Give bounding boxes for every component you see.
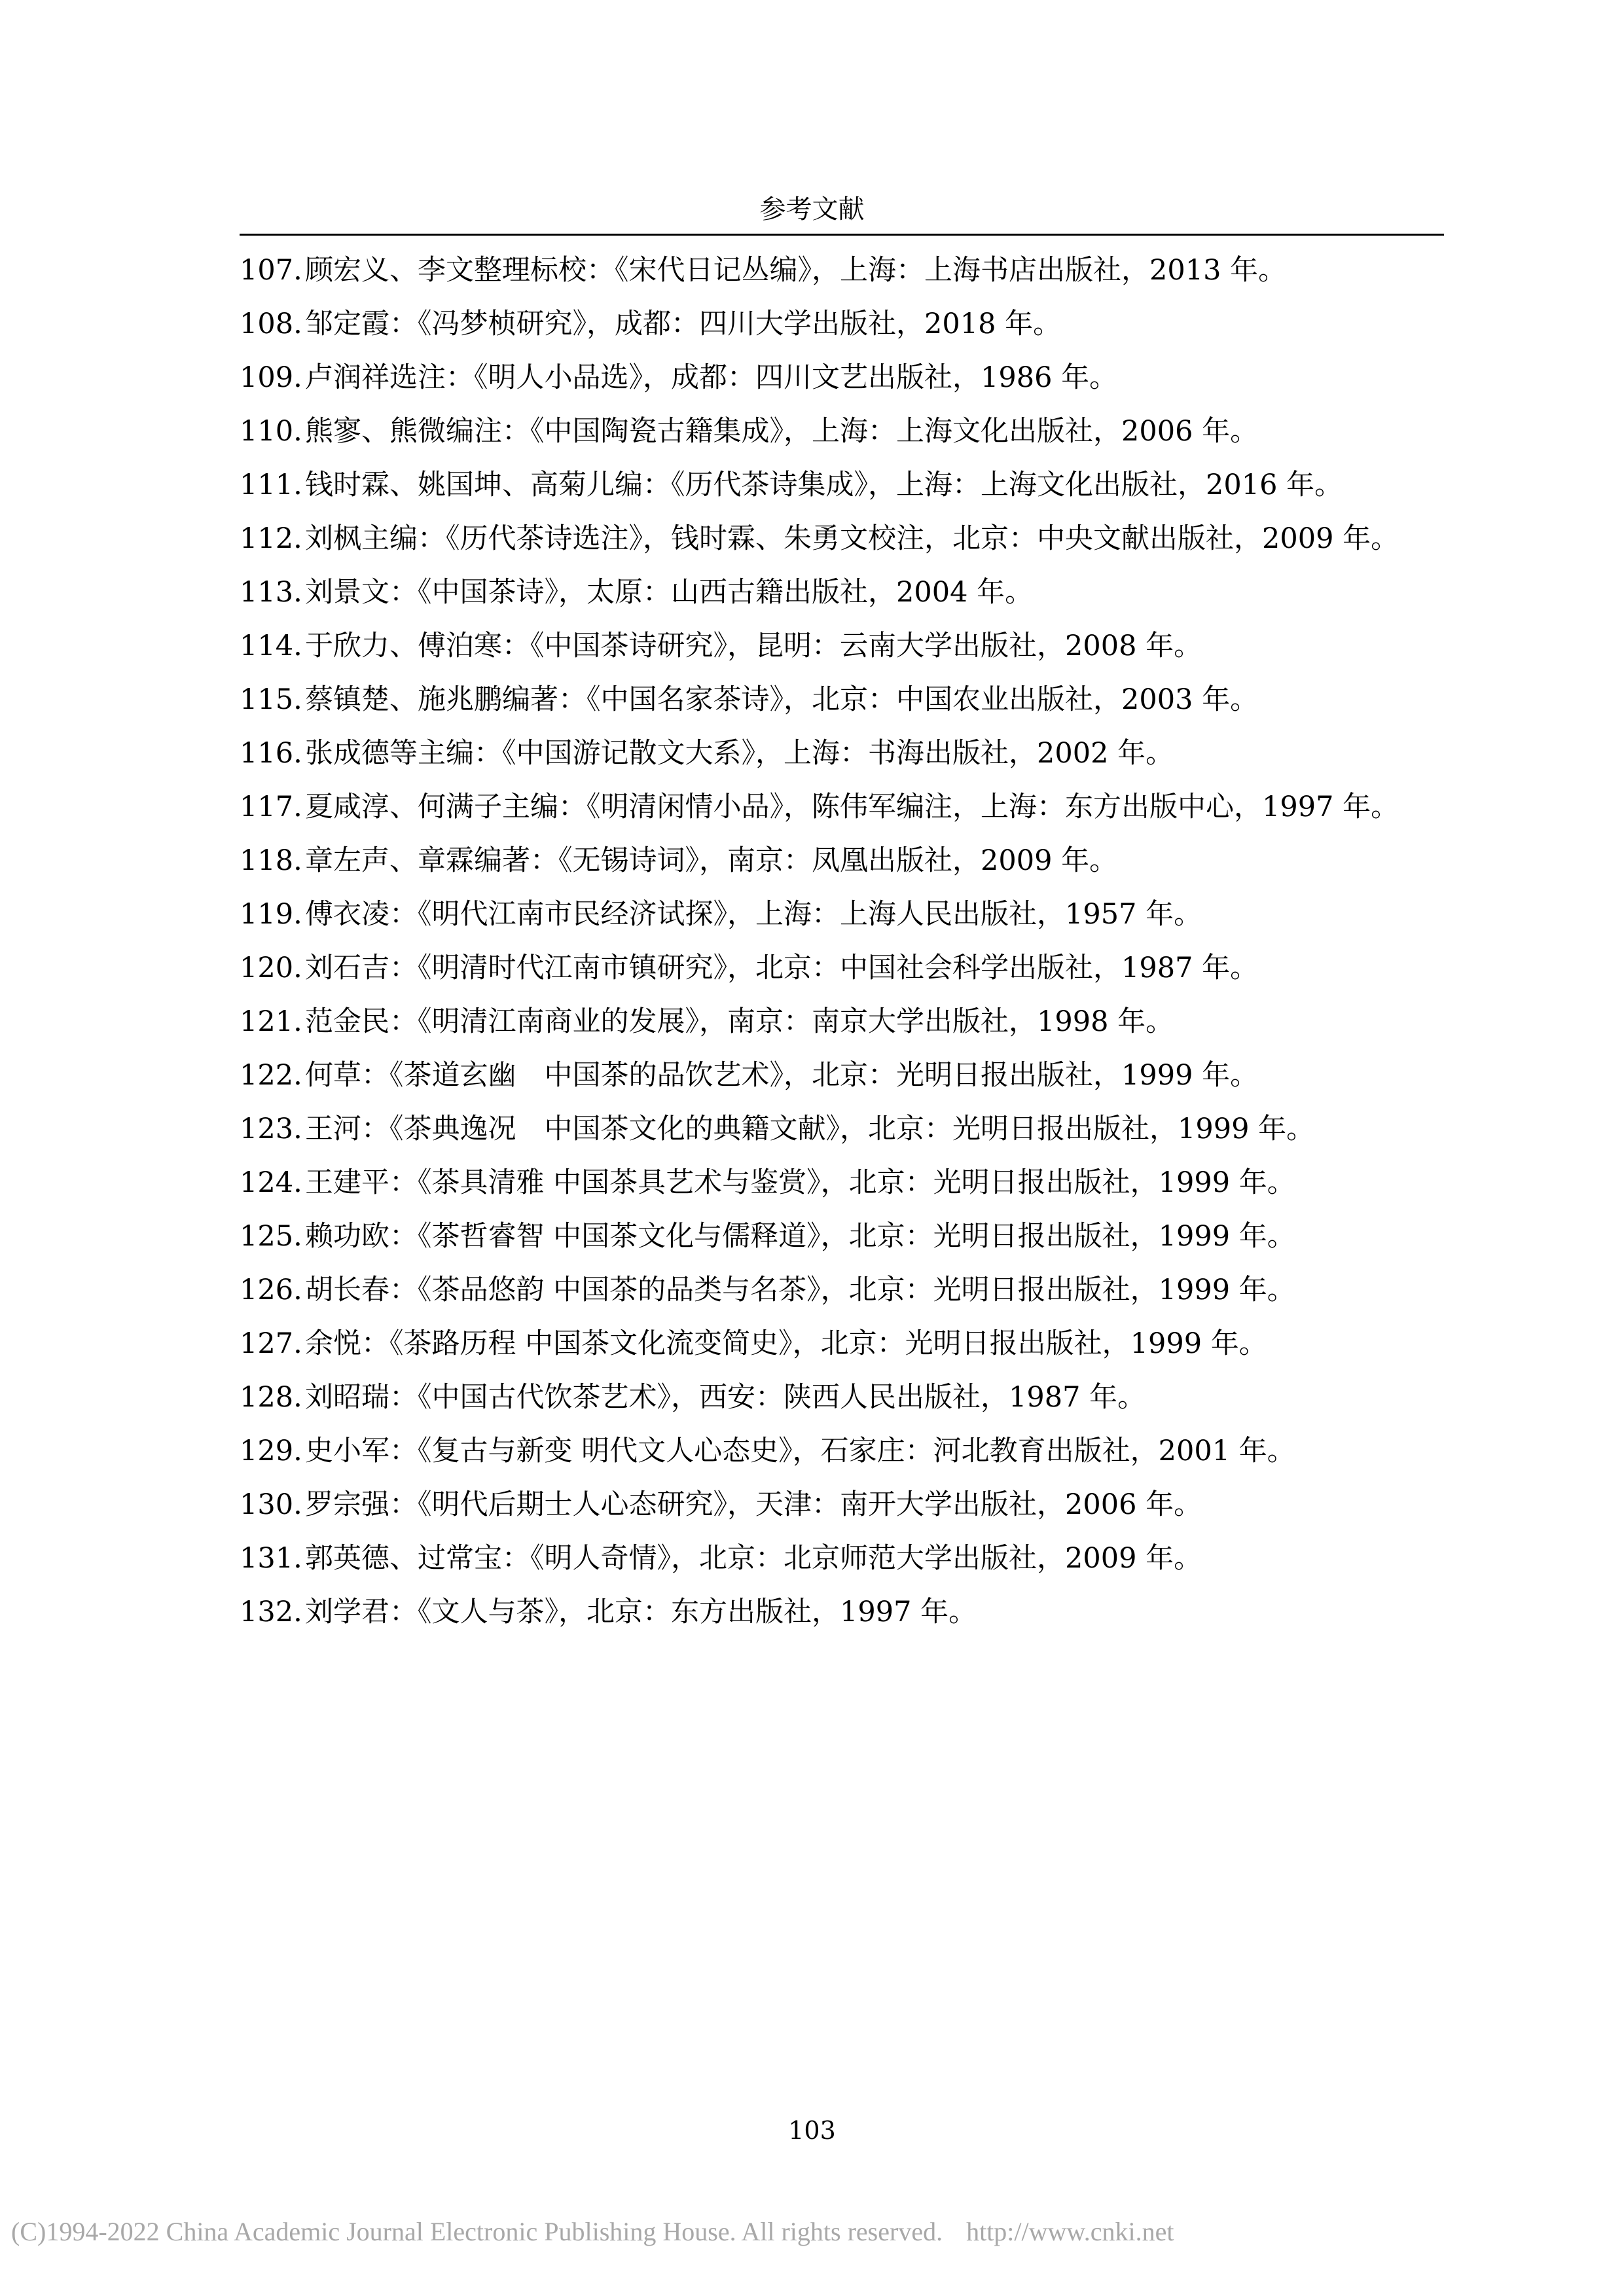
reference-item <box>240 404 1444 458</box>
reference-number: 121. <box>240 1005 302 1038</box>
reference-item <box>240 1317 1444 1371</box>
page-number: 103 <box>788 2116 836 2145</box>
reference-number: 108. <box>240 308 302 340</box>
reference-number: 127. <box>240 1327 302 1360</box>
reference-text: 王河：《茶典逸况 中国茶文化的典籍文献》，北京：光明日报出版社，1999 年。 <box>305 1113 1315 1145</box>
reference-item <box>240 1585 1444 1639</box>
reference-text: 史小军：《复古与新变 明代文人心态史》，石家庄：河北教育出版社，2001 年。 <box>305 1435 1295 1467</box>
reference-number: 124. <box>240 1166 302 1199</box>
reference-item <box>240 834 1444 888</box>
reference-text: 余悦：《茶路历程 中国茶文化流变简史》，北京：光明日报出版社，1999 年。 <box>305 1327 1267 1360</box>
reference-number: 132. <box>240 1596 302 1628</box>
reference-item <box>240 1371 1444 1424</box>
reference-text: 于欣力、傅泊寒：《中国茶诗研究》，昆明：云南大学出版社，2008 年。 <box>305 630 1202 662</box>
reference-list <box>240 243 1444 1639</box>
reference-number: 130. <box>240 1488 302 1521</box>
reference-text: 顾宏义、李文整理标校：《宋代日记丛编》，上海：上海书店出版社，2013 年。 <box>305 254 1287 287</box>
reference-item <box>240 243 1444 297</box>
reference-item <box>240 1156 1444 1210</box>
reference-number: 113. <box>240 576 302 609</box>
reference-text: 傅衣凌：《明代江南市民经济试探》，上海：上海人民出版社，1957 年。 <box>305 898 1202 931</box>
reference-text: 蔡镇楚、施兆鹏编著：《中国名家茶诗》，北京：中国农业出版社，2003 年。 <box>305 683 1259 716</box>
reference-text: 刘石吉：《明清时代江南市镇研究》，北京：中国社会科学出版社，1987 年。 <box>305 952 1259 984</box>
reference-text: 卢润祥选注：《明人小品选》，成都：四川文艺出版社，1986 年。 <box>305 361 1118 394</box>
reference-number: 118. <box>240 844 302 877</box>
reference-number: 123. <box>240 1113 302 1145</box>
reference-text: 范金民：《明清江南商业的发展》，南京：南京大学出版社，1998 年。 <box>305 1005 1174 1038</box>
reference-number: 109. <box>240 361 302 394</box>
reference-item <box>240 565 1444 619</box>
reference-item <box>240 458 1444 512</box>
reference-number: 114. <box>240 630 302 662</box>
reference-item <box>240 351 1444 404</box>
reference-number: 126. <box>240 1274 302 1306</box>
reference-text: 罗宗强：《明代后期士人心态研究》，天津：南开大学出版社，2006 年。 <box>305 1488 1202 1521</box>
reference-item <box>240 941 1444 995</box>
copyright-notice <box>11 2215 1174 2248</box>
reference-text: 刘景文：《中国茶诗》，太原：山西古籍出版社，2004 年。 <box>305 576 1034 609</box>
reference-number: 111. <box>240 469 302 501</box>
reference-text: 钱时霖、姚国坤、高菊儿编：《历代茶诗集成》，上海：上海文化出版社，2016 年。 <box>305 469 1343 501</box>
reference-text: 刘昭瑞：《中国古代饮茶艺术》，西安：陕西人民出版社，1987 年。 <box>305 1381 1146 1414</box>
reference-text: 张成德等主编：《中国游记散文大系》，上海：书海出版社，2002 年。 <box>305 737 1174 770</box>
reference-item <box>240 512 1444 565</box>
reference-number: 110. <box>240 415 302 448</box>
reference-item <box>240 888 1444 941</box>
reference-number: 125. <box>240 1220 302 1253</box>
reference-number: 115. <box>240 683 302 716</box>
reference-item <box>240 1102 1444 1156</box>
running-header-title: 参考文献 <box>759 194 865 224</box>
header-divider <box>240 234 1444 236</box>
reference-item <box>240 995 1444 1049</box>
reference-item <box>240 1424 1444 1478</box>
reference-number: 129. <box>240 1435 302 1467</box>
reference-text: 刘枫主编：《历代茶诗选注》，钱时霖、朱勇文校注，北京：中央文献出版社，2009 年。 <box>305 522 1399 555</box>
reference-number: 116. <box>240 737 302 770</box>
cnki-link[interactable]: http://www.cnki.net <box>966 2217 1174 2246</box>
reference-item <box>240 1049 1444 1102</box>
reference-text: 赖功欧：《茶哲睿智 中国茶文化与儒释道》，北京：光明日报出版社，1999 年。 <box>305 1220 1295 1253</box>
reference-number: 107. <box>240 254 302 287</box>
reference-number: 112. <box>240 522 302 555</box>
reference-text: 何草：《茶道玄幽 中国茶的品饮艺术》，北京：光明日报出版社，1999 年。 <box>305 1059 1259 1092</box>
reference-item <box>240 1532 1444 1585</box>
reference-text: 刘学君：《文人与茶》，北京：东方出版社，1997 年。 <box>305 1596 977 1628</box>
reference-number: 131. <box>240 1542 302 1575</box>
reference-number: 119. <box>240 898 302 931</box>
reference-item <box>240 780 1444 834</box>
reference-text: 夏咸淳、何满子主编：《明清闲情小品》，陈伟军编注，上海：东方出版中心，1997 年。 <box>305 791 1399 823</box>
reference-item <box>240 619 1444 673</box>
reference-number: 117. <box>240 791 302 823</box>
reference-number: 122. <box>240 1059 302 1092</box>
reference-item <box>240 726 1444 780</box>
reference-item <box>240 1263 1444 1317</box>
reference-number: 128. <box>240 1381 302 1414</box>
reference-item <box>240 1210 1444 1263</box>
reference-text: 邹定霞：《冯梦桢研究》，成都：四川大学出版社，2018 年。 <box>305 308 1062 340</box>
reference-text: 郭英德、过常宝：《明人奇情》，北京：北京师范大学出版社，2009 年。 <box>305 1542 1202 1575</box>
reference-item <box>240 297 1444 351</box>
copyright-text: (C)1994-2022 China Academic Journal Electronic Publishing House. All rights reserved. <box>11 2217 943 2246</box>
reference-text: 胡长春：《茶品悠韵 中国茶的品类与名茶》，北京：光明日报出版社，1999 年。 <box>305 1274 1295 1306</box>
reference-item <box>240 673 1444 726</box>
reference-item <box>240 1478 1444 1532</box>
reference-text: 王建平：《茶具清雅 中国茶具艺术与鉴赏》，北京：光明日报出版社，1999 年。 <box>305 1166 1295 1199</box>
reference-number: 120. <box>240 952 302 984</box>
reference-text: 熊寥、熊微编注：《中国陶瓷古籍集成》，上海：上海文化出版社，2006 年。 <box>305 415 1259 448</box>
reference-text: 章左声、章霖编著：《无锡诗词》，南京：凤凰出版社，2009 年。 <box>305 844 1118 877</box>
